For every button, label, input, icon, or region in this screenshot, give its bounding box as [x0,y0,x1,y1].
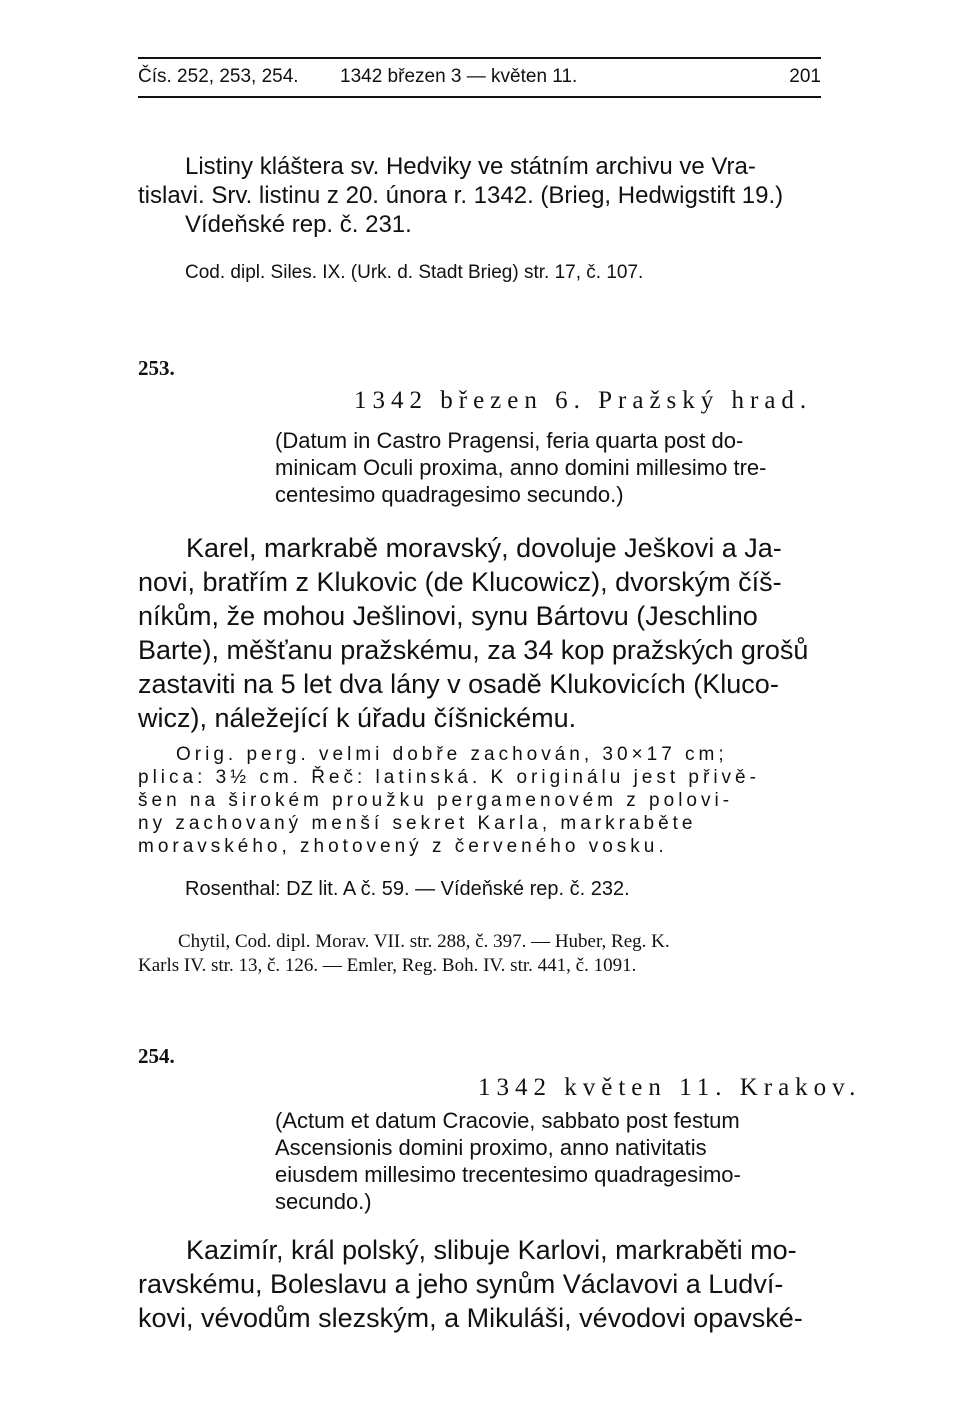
doc253-literature [138,930,821,978]
doc253-date-place: 1342 březen 6. Pražský hrad. [354,387,813,414]
doc253-number: 253. [138,356,175,380]
header-date-range: 1342 březen 3 — květen 11. [340,66,578,87]
description-line: moravského, zhotovený z červeného vosku. [138,836,668,857]
latin-line: Ascensionis domini proximo, anno nativitatis [275,1135,707,1160]
description-line: Orig. perg. velmi dobře zachován, 30×17 cm; [176,744,728,765]
description-line: ny zachovaný menší sekret Karla, markraběte [138,813,697,834]
doc253-original-description [138,743,821,858]
doc252-source-line-2: tislavi. Srv. listinu z 20. února r. 1342. (Brieg, Hedwigstift 19.) [138,182,784,209]
latin-line: (Actum et datum Cracovie, sabbato post festum [275,1108,740,1133]
latin-line: eiusdem millesimo trecentesimo quadragesimo- [275,1162,741,1187]
header-document-numbers: Čís. 252, 253, 254. [138,66,299,87]
regest-line: novi, bratřím z Klukovic (de Klucowicz), dvorským číš- [138,567,782,597]
doc254-regest [138,1233,821,1335]
doc254-date-place: 1342 květen 11. Krakov. [478,1074,862,1101]
regest-line: Kazimír, král polský, slibuje Karlovi, markraběti mo- [186,1235,797,1265]
header-bottom-rule [138,96,821,98]
doc253-latin-dating [275,427,821,508]
literature-line: Chytil, Cod. dipl. Morav. VII. str. 288, č. 397. — Huber, Reg. K. [178,931,670,952]
regest-line: níkům, že mohou Ješlinovi, synu Bártovu (Jeschlino [138,601,758,631]
page-number: 201 [789,66,821,87]
latin-line: minicam Oculi proxima, anno domini millesimo tre- [275,455,767,480]
doc252-codex-reference: Cod. dipl. Siles. IX. (Urk. d. Stadt Brieg) str. 17, č. 107. [185,262,644,283]
regest-line: Karel, markrabě moravský, dovoluje Ješkovi a Ja- [186,533,782,563]
latin-line: (Datum in Castro Pragensi, feria quarta post do- [275,428,744,453]
latin-line: centesimo quadragesimo secundo.) [275,482,624,507]
running-head [138,66,821,92]
latin-line: secundo.) [275,1189,372,1214]
regest-line: wicz), náležející k úřadu číšnickému. [138,703,577,733]
literature-line: Karls IV. str. 13, č. 126. — Emler, Reg. Boh. IV. str. 441, č. 1091. [138,955,637,976]
description-line: plica: 3½ cm. Řeč: latinská. K originálu jest přivě- [138,767,760,788]
description-line: šen na širokém proužku pergamenovém z polovi- [138,790,734,811]
header-top-rule [138,57,821,59]
doc252-source-line-3: Vídeňské rep. č. 231. [185,211,412,238]
doc254-number: 254. [138,1044,175,1068]
doc252-source-line-1: Listiny kláštera sv. Hedviky ve státním archivu ve Vra- [185,153,756,180]
doc253-archive-reference: Rosenthal: DZ lit. A č. 59. — Vídeňské rep. č. 232. [185,878,630,900]
doc253-regest [138,531,821,735]
doc254-latin-dating [275,1107,821,1215]
regest-line: ravskému, Boleslavu a jeho synům Václavovi a Ludví- [138,1269,784,1299]
regest-line: Barte), měšťanu pražskému, za 34 kop pražských grošů [138,635,809,665]
regest-line: zastaviti na 5 let dva lány v osadě Klukovicích (Kluco- [138,669,779,699]
regest-line: kovi, vévodům slezským, a Mikuláši, vévodovi opavské- [138,1303,803,1333]
